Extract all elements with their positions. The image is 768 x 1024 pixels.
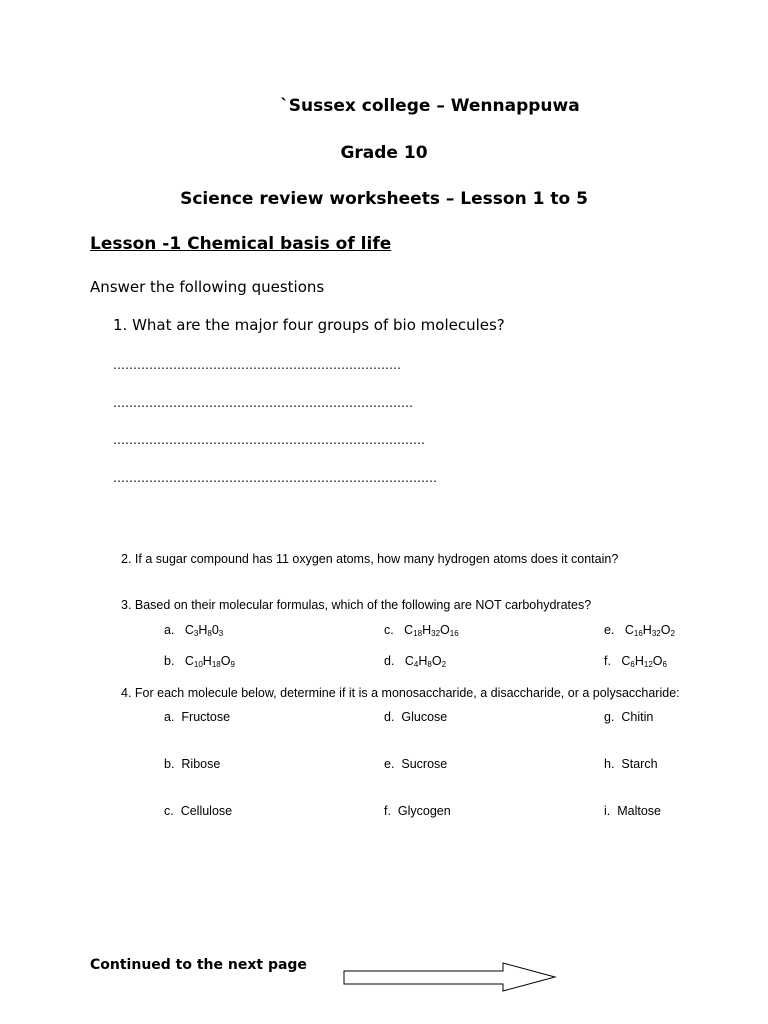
option-name: Ribose xyxy=(181,757,221,771)
q4-option-c xyxy=(164,804,232,818)
option-name: Maltose xyxy=(617,804,661,818)
option-letter: c. xyxy=(384,623,394,637)
option-letter: g. xyxy=(604,710,615,724)
answer-line: ………………………………………………………………… xyxy=(113,396,413,410)
school-name: `Sussex college – Wennappuwa xyxy=(280,96,580,116)
q3-option-e xyxy=(604,623,675,638)
question-2: 2. If a sugar compound has 11 oxygen atoms, how many hydrogen atoms does it contain? xyxy=(121,552,619,566)
q4-option-h xyxy=(604,757,658,771)
q4-option-b xyxy=(164,757,220,771)
q3-option-d xyxy=(384,654,446,669)
option-letter: d. xyxy=(384,654,395,668)
option-formula: $C_3H_80_3$ xyxy=(184,623,224,638)
option-letter: i. xyxy=(604,804,611,818)
option-letter: e. xyxy=(604,623,615,637)
q4-option-g xyxy=(604,710,653,724)
continued-label: Continued to the next page xyxy=(90,957,307,973)
option-formula: $C_{16}H_{32}O_2$ xyxy=(624,623,675,638)
worksheet-title: Science review worksheets – Lesson 1 to 5 xyxy=(180,189,588,209)
option-formula: $C_6H_{12}O_6$ xyxy=(621,654,667,669)
option-letter: f. xyxy=(604,654,611,668)
option-name: Glucose xyxy=(401,710,448,724)
q3-option-b xyxy=(164,654,235,669)
option-letter: e. xyxy=(384,757,395,771)
grade-label: Grade 10 xyxy=(340,143,428,163)
option-formula: $C_4H_8O_2$ xyxy=(404,654,447,669)
option-letter: c. xyxy=(164,804,174,818)
answer-line: ……………………………………………………………………… xyxy=(113,471,437,485)
option-name: Cellulose xyxy=(180,804,233,818)
instruction-text: Answer the following questions xyxy=(90,278,325,296)
option-letter: a. xyxy=(164,710,175,724)
q4-option-f xyxy=(384,804,451,818)
option-name: Glycogen xyxy=(397,804,451,818)
q4-option-e xyxy=(384,757,447,771)
right-arrow-icon xyxy=(343,962,559,994)
option-name: Starch xyxy=(621,757,658,771)
option-letter: d. xyxy=(384,710,395,724)
option-name: Sucrose xyxy=(401,757,448,771)
option-letter: b. xyxy=(164,654,175,668)
option-letter: a. xyxy=(164,623,175,637)
q3-option-c xyxy=(384,623,459,638)
option-letter: b. xyxy=(164,757,175,771)
option-formula: $C_{18}H_{32}O_{16}$ xyxy=(404,623,459,638)
option-formula: $C_{10}H_{18}O_9$ xyxy=(184,654,235,669)
option-letter: h. xyxy=(604,757,615,771)
lesson-title: Lesson -1 Chemical basis of life xyxy=(90,234,392,254)
question-3: 3. Based on their molecular formulas, which of the following are NOT carbohydrates? xyxy=(121,598,592,612)
q4-option-d xyxy=(384,710,447,724)
option-letter: f. xyxy=(384,804,391,818)
q3-option-f xyxy=(604,654,667,669)
option-name: Chitin xyxy=(621,710,654,724)
option-name: Fructose xyxy=(181,710,231,724)
question-4: 4. For each molecule below, determine if it is a monosaccharide, a disaccharide, or a polysaccharide: xyxy=(121,686,680,700)
answer-line: …………………………………………………………………… xyxy=(113,433,425,447)
q3-option-a xyxy=(164,623,223,638)
answer-line: ……………………………………………………………… xyxy=(113,358,401,372)
q4-option-i xyxy=(604,804,661,818)
question-1: 1. What are the major four groups of bio molecules? xyxy=(113,316,505,334)
q4-option-a xyxy=(164,710,230,724)
